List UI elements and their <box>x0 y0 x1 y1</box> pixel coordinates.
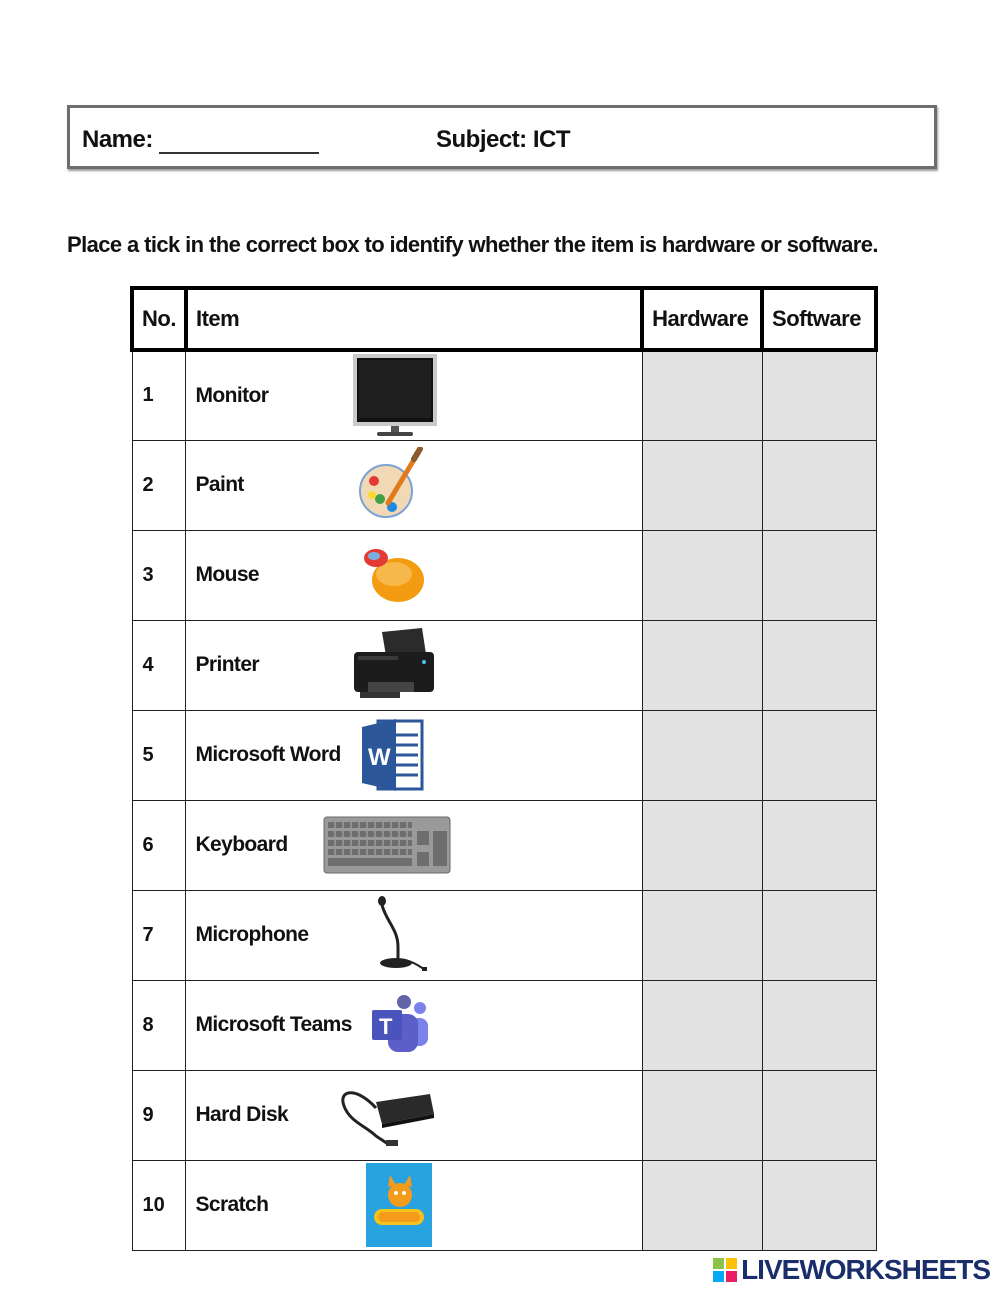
table-row <box>132 1160 876 1250</box>
item-cell <box>186 350 642 440</box>
monitor-icon <box>351 352 439 440</box>
item-cell <box>186 1160 642 1250</box>
instruction-text: Place a tick in the correct box to identify whether the item is hardware or software. <box>67 232 878 257</box>
hardware-tick-box[interactable] <box>642 890 762 980</box>
row-number: 2 <box>132 440 186 530</box>
table-row <box>132 530 876 620</box>
row-number: 6 <box>132 800 186 890</box>
paint-palette-icon <box>358 447 424 523</box>
item-label: Hard Disk <box>195 1103 289 1126</box>
software-tick-box[interactable] <box>762 620 876 710</box>
item-cell <box>186 980 642 1070</box>
item-label: Microsoft Teams <box>195 1013 352 1036</box>
table-row <box>132 1070 876 1160</box>
microphone-icon <box>364 895 430 975</box>
hardware-tick-box[interactable] <box>642 980 762 1070</box>
row-number: 7 <box>132 890 186 980</box>
software-tick-box[interactable] <box>762 890 876 980</box>
hardware-tick-box[interactable] <box>642 350 762 440</box>
printer-icon <box>350 626 438 704</box>
svg-text:T: T <box>379 1014 393 1039</box>
software-tick-box[interactable] <box>762 440 876 530</box>
keyboard-icon <box>323 816 451 874</box>
header-software: Software <box>762 288 876 350</box>
table-row <box>132 440 876 530</box>
name-blank-line[interactable] <box>159 132 319 154</box>
item-label: Paint <box>195 473 244 496</box>
item-label: Printer <box>195 653 259 676</box>
software-tick-box[interactable] <box>762 1070 876 1160</box>
item-cell <box>186 440 642 530</box>
row-number: 10 <box>132 1160 186 1250</box>
software-tick-box[interactable] <box>762 350 876 440</box>
table-row <box>132 890 876 980</box>
hardware-tick-box[interactable] <box>642 440 762 530</box>
software-tick-box[interactable] <box>762 710 876 800</box>
scratch-icon <box>366 1163 432 1247</box>
item-label: Keyboard <box>195 833 288 856</box>
software-tick-box[interactable] <box>762 530 876 620</box>
header-item: Item <box>186 288 642 350</box>
mouse-icon <box>360 544 426 606</box>
row-number: 4 <box>132 620 186 710</box>
table-row <box>132 620 876 710</box>
item-label: Microphone <box>195 923 309 946</box>
item-cell <box>186 620 642 710</box>
name-label: Name: <box>82 126 319 154</box>
table-row <box>132 710 876 800</box>
hardware-tick-box[interactable] <box>642 620 762 710</box>
row-number: 5 <box>132 710 186 800</box>
microsoft-word-icon <box>360 715 424 795</box>
svg-text:W: W <box>368 744 392 771</box>
header-no: No. <box>132 288 186 350</box>
logo-mark-icon <box>713 1258 737 1282</box>
hardware-tick-box[interactable] <box>642 1070 762 1160</box>
row-number: 8 <box>132 980 186 1070</box>
item-cell <box>186 890 642 980</box>
table-row <box>132 350 876 440</box>
software-tick-box[interactable] <box>762 1160 876 1250</box>
row-number: 1 <box>132 350 186 440</box>
worksheet-table <box>130 286 878 1251</box>
item-cell <box>186 530 642 620</box>
item-cell <box>186 800 642 890</box>
liveworksheets-logo <box>713 1254 990 1286</box>
header-box <box>67 105 937 169</box>
hard-disk-icon <box>336 1082 436 1148</box>
item-cell <box>186 710 642 800</box>
table-row <box>132 800 876 890</box>
table-row <box>132 980 876 1070</box>
item-cell <box>186 1070 642 1160</box>
row-number: 9 <box>132 1070 186 1160</box>
item-label: Microsoft Word <box>195 743 341 766</box>
item-label: Monitor <box>195 383 269 407</box>
header-hardware: Hardware <box>642 288 762 350</box>
software-tick-box[interactable] <box>762 980 876 1070</box>
software-tick-box[interactable] <box>762 800 876 890</box>
hardware-tick-box[interactable] <box>642 800 762 890</box>
row-number: 3 <box>132 530 186 620</box>
hardware-tick-box[interactable] <box>642 710 762 800</box>
item-label: Scratch <box>195 1193 269 1216</box>
hardware-tick-box[interactable] <box>642 530 762 620</box>
subject-label: Subject: ICT <box>436 126 571 153</box>
item-label: Mouse <box>195 563 259 586</box>
logo-text: LIVEWORKSHEETS <box>741 1254 990 1285</box>
hardware-tick-box[interactable] <box>642 1160 762 1250</box>
microsoft-teams-icon <box>370 992 430 1058</box>
